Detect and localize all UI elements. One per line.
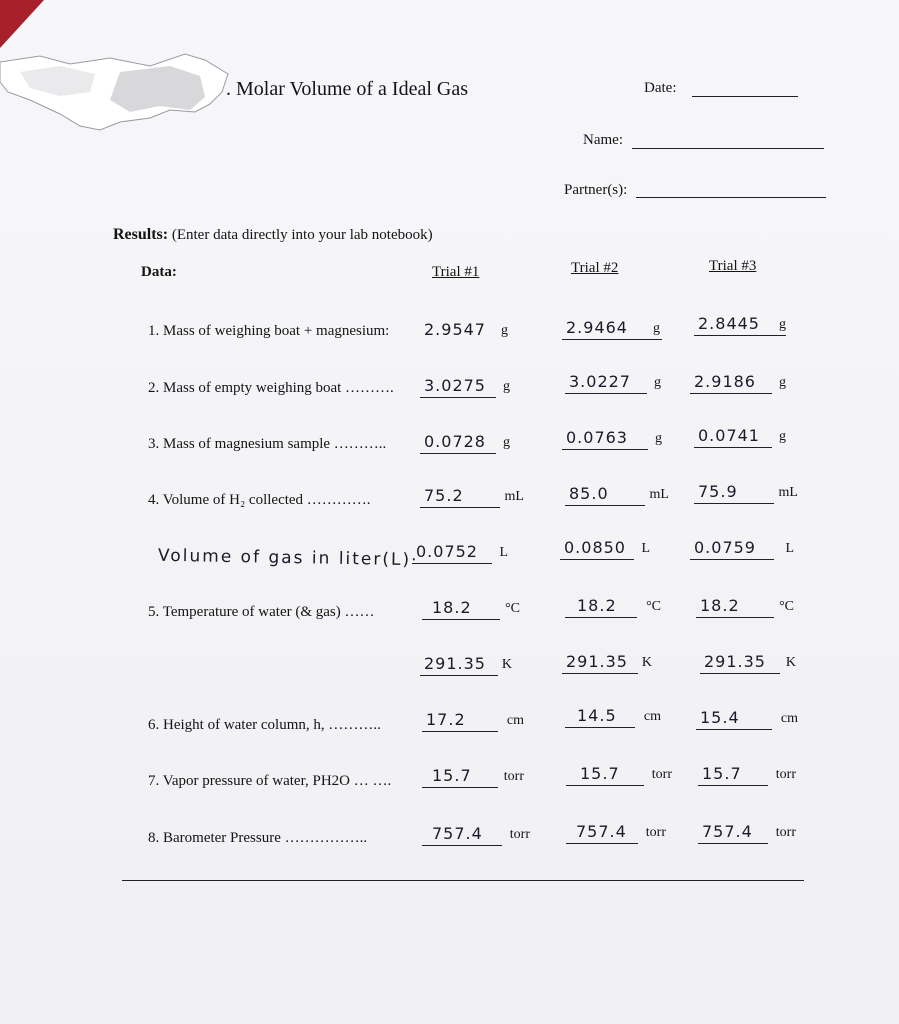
table-cell[interactable] xyxy=(696,706,798,730)
unit-label: mL xyxy=(649,487,669,502)
trial-2-value: 0.0763 xyxy=(566,428,628,447)
table-cell[interactable] xyxy=(694,424,786,448)
name-label: Name: xyxy=(583,132,623,148)
unit-label: g xyxy=(655,431,662,446)
unit-label: °C xyxy=(646,599,661,614)
table-cell[interactable] xyxy=(420,374,510,398)
trial-1-value: 0.0728 xyxy=(424,432,486,451)
unit-label: g xyxy=(501,323,508,338)
trial-1-value: 291.35 xyxy=(424,654,486,673)
results-heading xyxy=(113,226,433,244)
unit-label: mL xyxy=(778,485,798,500)
trial-2-value: 85.0 xyxy=(569,484,609,503)
table-cell[interactable] xyxy=(562,426,662,450)
row-label: 1. Mass of weighing boat + magnesium: xyxy=(148,323,390,339)
red-background-corner xyxy=(0,0,44,48)
trial-2-value: 291.35 xyxy=(566,652,628,671)
unit-label: K xyxy=(641,655,652,670)
page-title: . Molar Volume of a Ideal Gas xyxy=(226,78,468,100)
row-label: 5. Temperature of water (& gas) …… xyxy=(148,604,375,620)
table-cell[interactable] xyxy=(690,370,786,394)
table-cell[interactable] xyxy=(565,482,669,506)
bottom-divider xyxy=(122,880,804,881)
unit-label: cm xyxy=(780,711,798,726)
table-cell[interactable] xyxy=(698,762,796,786)
partners-field[interactable] xyxy=(636,197,826,198)
trial-2-value: 3.0227 xyxy=(569,372,631,391)
trial-3-value: 75.9 xyxy=(698,482,738,501)
unit-label: g xyxy=(779,429,786,444)
unit-label: °C xyxy=(779,599,794,614)
results-label: Results: xyxy=(113,226,169,243)
unit-label: °C xyxy=(505,601,520,616)
table-cell[interactable] xyxy=(694,312,786,336)
unit-label: torr xyxy=(645,825,666,840)
table-cell[interactable] xyxy=(560,536,652,560)
unit-label: torr xyxy=(503,769,524,784)
partners-label: Partner(s): xyxy=(564,182,628,198)
unit-label: g xyxy=(503,435,510,450)
trial-3-value: 757.4 xyxy=(702,822,753,841)
table-cell[interactable] xyxy=(420,318,508,342)
trial-1-value: 0.0752 xyxy=(416,542,478,561)
trial-1-value: 3.0275 xyxy=(424,376,486,395)
table-cell[interactable] xyxy=(562,316,662,340)
unit-label: torr xyxy=(775,767,796,782)
trial-1-value: 75.2 xyxy=(424,486,464,505)
table-cell[interactable] xyxy=(565,594,661,618)
table-cell[interactable] xyxy=(420,430,510,454)
trial-2-value: 2.9464 xyxy=(566,318,628,337)
trial-2-header: Trial #2 xyxy=(571,260,619,276)
table-cell[interactable] xyxy=(562,650,654,674)
trial-3-value: 15.4 xyxy=(700,708,740,727)
trial-3-value: 2.8445 xyxy=(698,314,760,333)
unit-label: L xyxy=(641,541,650,556)
row-label: 3. Mass of magnesium sample ……….. xyxy=(148,436,387,452)
table-cell[interactable] xyxy=(696,594,798,618)
table-cell[interactable] xyxy=(420,484,524,508)
torn-paper-corner xyxy=(0,52,235,134)
trial-3-value: 2.9186 xyxy=(694,372,756,391)
table-cell[interactable] xyxy=(422,822,530,846)
row-label: 8. Barometer Pressure …………….. xyxy=(148,830,368,846)
unit-label: K xyxy=(785,655,796,670)
table-cell[interactable] xyxy=(422,596,520,620)
table-cell[interactable] xyxy=(565,370,661,394)
trial-3-value: 291.35 xyxy=(704,652,766,671)
trial-1-header: Trial #1 xyxy=(432,264,480,280)
row-label: 7. Vapor pressure of water, PH2O … …. xyxy=(148,773,392,789)
unit-label: torr xyxy=(775,825,796,840)
table-cell[interactable] xyxy=(420,652,516,676)
volume-liter-note: Volume of gas in liter(L)· xyxy=(157,545,419,571)
table-cell[interactable] xyxy=(422,708,524,732)
table-cell[interactable] xyxy=(690,536,798,560)
trial-1-value: 17.2 xyxy=(426,710,466,729)
unit-label: K xyxy=(501,657,512,672)
trial-2-value: 18.2 xyxy=(577,596,617,615)
table-cell[interactable] xyxy=(422,764,524,788)
trial-1-value: 18.2 xyxy=(432,598,472,617)
table-cell[interactable] xyxy=(694,480,798,504)
trial-1-value: 757.4 xyxy=(432,824,483,843)
unit-label: g xyxy=(503,379,510,394)
unit-label: torr xyxy=(509,827,530,842)
table-cell[interactable] xyxy=(566,820,666,844)
unit-label: L xyxy=(785,541,794,556)
date-label: Date: xyxy=(644,80,677,96)
unit-label: mL xyxy=(504,489,524,504)
unit-label: L xyxy=(499,545,508,560)
table-cell[interactable] xyxy=(412,540,510,564)
trial-2-value: 0.0850 xyxy=(564,538,626,557)
unit-label: cm xyxy=(506,713,524,728)
table-cell[interactable] xyxy=(700,650,798,674)
trial-3-header: Trial #3 xyxy=(709,258,757,274)
name-field[interactable] xyxy=(632,148,824,149)
unit-label: g xyxy=(654,375,661,390)
unit-label: g xyxy=(779,375,786,390)
table-cell[interactable] xyxy=(565,704,661,728)
trial-1-value: 2.9547 xyxy=(424,320,486,339)
table-cell[interactable] xyxy=(698,820,796,844)
table-cell[interactable] xyxy=(566,762,672,786)
trial-3-value: 0.0741 xyxy=(698,426,760,445)
unit-label: cm xyxy=(643,709,661,724)
trial-2-value: 14.5 xyxy=(577,706,617,725)
trial-2-value: 757.4 xyxy=(576,822,627,841)
trial-2-value: 15.7 xyxy=(580,764,620,783)
row-label: 2. Mass of empty weighing boat ………. xyxy=(148,380,394,396)
date-field[interactable] xyxy=(692,96,798,97)
unit-label: g xyxy=(653,321,660,336)
trial-3-value: 0.0759 xyxy=(694,538,756,557)
row-label: 6. Height of water column, h, ……….. xyxy=(148,717,381,733)
data-label: Data: xyxy=(141,264,177,280)
trial-3-value: 18.2 xyxy=(700,596,740,615)
unit-label: torr xyxy=(651,767,672,782)
unit-label: g xyxy=(779,317,786,332)
trial-3-value: 15.7 xyxy=(702,764,742,783)
results-instruction: (Enter data directly into your lab notebook) xyxy=(171,227,433,243)
row-label: 4. Volume of H₂ collected …………. xyxy=(148,492,371,508)
trial-1-value: 15.7 xyxy=(432,766,472,785)
